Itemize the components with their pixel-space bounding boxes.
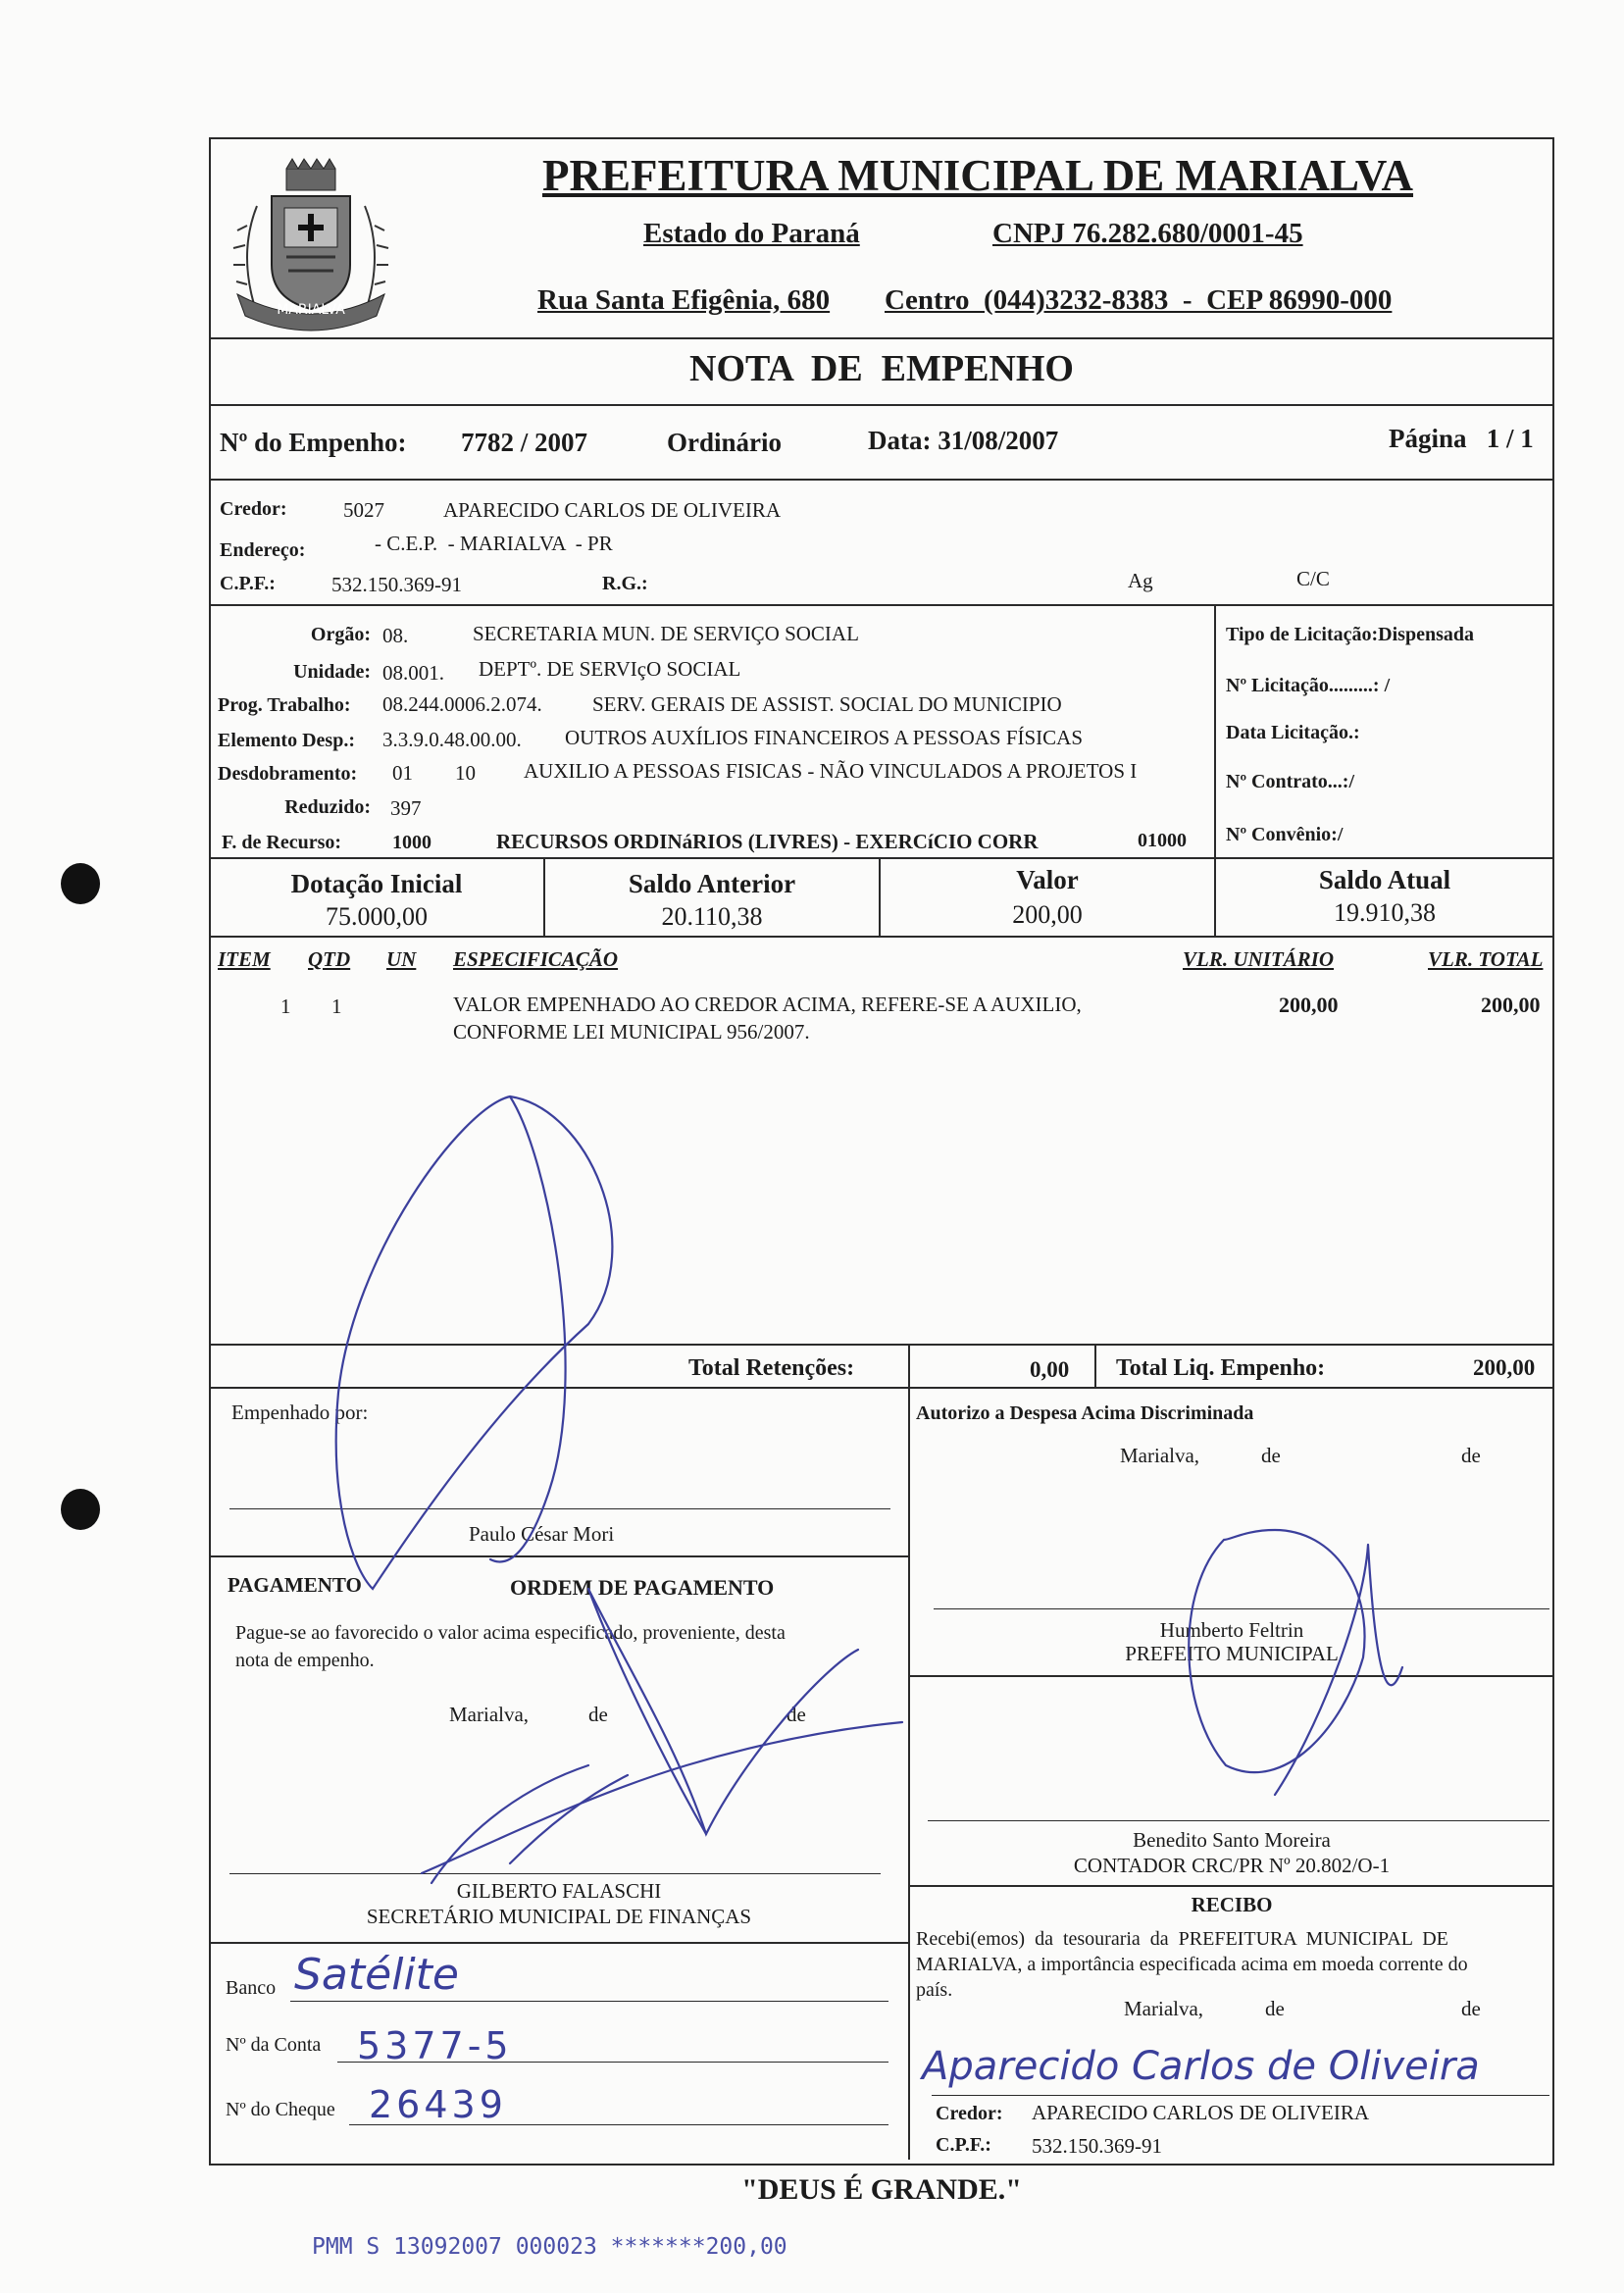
col-unit-value: VLR. UNITÁRIO bbox=[1183, 947, 1335, 971]
unidade-desc: DEPTº. DE SERVIçO SOCIAL bbox=[479, 657, 741, 681]
recibo-place: Marialva, bbox=[1124, 1997, 1204, 2020]
orgao-desc: SECRETARIA MUN. DE SERVIÇO SOCIAL bbox=[473, 622, 859, 645]
fonte-code2: 01000 bbox=[1138, 830, 1187, 851]
recibo-de2: de bbox=[1461, 1997, 1481, 2020]
pagamento-de2: de bbox=[787, 1703, 806, 1726]
autorizo-place: Marialva, bbox=[1120, 1444, 1200, 1467]
item-spec-line1: VALOR EMPENHADO AO CREDOR ACIMA, REFERE-SE A AUXILIO, bbox=[453, 993, 1082, 1016]
banco-value: Satélite bbox=[294, 1950, 459, 2000]
orgao-label: Orgão: bbox=[310, 624, 371, 645]
doc-title: NOTA DE EMPENHO bbox=[689, 348, 1074, 389]
numero-contrato: Nº Contrato...:/ bbox=[1226, 771, 1355, 792]
desd-code2: 10 bbox=[455, 761, 476, 785]
recibo-de1: de bbox=[1265, 1997, 1285, 2020]
item-number: 1 bbox=[280, 994, 291, 1018]
state-name: Estado do Paraná bbox=[643, 218, 860, 249]
saldo-anterior-label: Saldo Anterior bbox=[628, 869, 796, 898]
empenho-type: Ordinário bbox=[667, 428, 783, 457]
col-item: ITEM bbox=[218, 947, 271, 971]
unidade-code: 08.001. bbox=[382, 661, 444, 685]
recibo-cpf-value: 532.150.369-91 bbox=[1032, 2134, 1162, 2158]
pagamento-de1: de bbox=[588, 1703, 608, 1726]
saldo-atual-value: 19.910,38 bbox=[1334, 898, 1436, 927]
cnpj: CNPJ 76.282.680/0001-45 bbox=[992, 218, 1303, 249]
fonte-code: 1000 bbox=[392, 832, 431, 853]
district-phone-cep: Centro (044)3232-8383 - CEP 86990-000 bbox=[885, 284, 1393, 316]
empenhado-label: Empenhado por: bbox=[231, 1401, 369, 1424]
desd-code1: 01 bbox=[392, 761, 413, 785]
numero-convenio: Nº Convênio:/ bbox=[1226, 824, 1344, 845]
recibo-text-line3: país. bbox=[916, 1979, 953, 2001]
elem-desc: OUTROS AUXÍLIOS FINANCEIROS A PESSOAS FÍSICAS bbox=[565, 726, 1084, 749]
liquido-value: 200,00 bbox=[1473, 1355, 1536, 1380]
col-spec: ESPECIFICAÇÃO bbox=[453, 947, 619, 971]
dotacao-label: Dotação Inicial bbox=[290, 869, 463, 898]
dotacao-value: 75.000,00 bbox=[326, 902, 428, 931]
retencoes-value: 0,00 bbox=[1030, 1357, 1070, 1382]
endereco-label: Endereço: bbox=[220, 539, 306, 561]
credor-signature: Aparecido Carlos de Oliveira bbox=[922, 2044, 1480, 2089]
prog-label: Prog. Trabalho: bbox=[218, 694, 351, 716]
tipo-licitacao: Tipo de Licitação:Dispensada bbox=[1226, 624, 1474, 645]
page-number: Página 1 / 1 bbox=[1389, 424, 1534, 453]
recibo-credor-label: Credor: bbox=[936, 2103, 1003, 2124]
motto: "DEUS É GRANDE." bbox=[741, 2173, 1022, 2206]
empenho-label: Nº do Empenho: bbox=[220, 428, 407, 457]
cheque-label: Nº do Cheque bbox=[226, 2099, 335, 2120]
pagamento-text-line1: Pague-se ao favorecido o valor acima especificado, proveniente, desta bbox=[235, 1622, 786, 1644]
ordem-label: ORDEM DE PAGAMENTO bbox=[510, 1575, 775, 1600]
cheque-value: 26439 bbox=[369, 2083, 507, 2126]
credor-code: 5027 bbox=[343, 498, 384, 522]
prefeitura-title: PREFEITURA MUNICIPAL DE MARIALVA bbox=[542, 151, 1414, 200]
elem-code: 3.3.9.0.48.00.00. bbox=[382, 728, 522, 751]
liquido-label: Total Liq. Empenho: bbox=[1116, 1355, 1326, 1381]
reduzido-value: 397 bbox=[390, 796, 422, 820]
banco-label: Banco bbox=[226, 1977, 277, 1999]
unidade-label: Unidade: bbox=[293, 661, 371, 683]
item-qtd: 1 bbox=[331, 994, 342, 1018]
col-un: UN bbox=[386, 947, 417, 971]
valor-label: Valor bbox=[1016, 865, 1079, 894]
saldo-atual-label: Saldo Atual bbox=[1318, 865, 1451, 894]
contador-name: Benedito Santo Moreira bbox=[1133, 1828, 1331, 1852]
address: Rua Santa Efigênia, 680 bbox=[537, 284, 831, 316]
empenho-number: 7782 / 2007 bbox=[461, 428, 588, 457]
numero-licitacao: Nº Licitação.........: / bbox=[1226, 675, 1391, 696]
prefeito-name: Humberto Feltrin bbox=[1159, 1618, 1304, 1642]
orgao-code: 08. bbox=[382, 624, 409, 647]
elem-label: Elemento Desp.: bbox=[218, 730, 355, 751]
recibo-cpf-label: C.P.F.: bbox=[936, 2134, 991, 2156]
saldo-anterior-value: 20.110,38 bbox=[661, 902, 763, 931]
col-total-value: VLR. TOTAL bbox=[1428, 947, 1544, 971]
cpf-value: 532.150.369-91 bbox=[331, 573, 462, 596]
cc-label: C/C bbox=[1296, 567, 1330, 590]
item-total-value: 200,00 bbox=[1481, 993, 1541, 1017]
pagamento-place: Marialva, bbox=[449, 1703, 530, 1726]
contador-role: CONTADOR CRC/PR Nº 20.802/O-1 bbox=[1073, 1854, 1391, 1877]
ag-label: Ag bbox=[1128, 569, 1153, 592]
empenhado-name: Paulo César Mori bbox=[469, 1522, 615, 1546]
item-spec-line2: CONFORME LEI MUNICIPAL 956/2007. bbox=[453, 1020, 810, 1044]
empenho-date: Data: 31/08/2007 bbox=[868, 426, 1059, 455]
autorizo-de2: de bbox=[1461, 1444, 1481, 1467]
desd-label: Desdobramento: bbox=[218, 763, 358, 785]
data-licitacao: Data Licitação.: bbox=[1226, 722, 1360, 743]
prog-desc: SERV. GERAIS DE ASSIST. SOCIAL DO MUNICIPIO bbox=[592, 692, 1062, 716]
conta-label: Nº da Conta bbox=[226, 2034, 322, 2056]
prog-code: 08.244.0006.2.074. bbox=[382, 692, 542, 716]
recibo-text-line2: MARIALVA, a importância especificada acima em moeda corrente do bbox=[916, 1954, 1468, 1975]
item-unit-value: 200,00 bbox=[1279, 993, 1339, 1017]
conta-value: 5377-5 bbox=[357, 2024, 513, 2067]
credor-name: APARECIDO CARLOS DE OLIVEIRA bbox=[443, 498, 781, 522]
col-qtd: QTD bbox=[308, 947, 351, 971]
credor-label: Credor: bbox=[220, 498, 287, 520]
reduzido-label: Reduzido: bbox=[284, 796, 371, 818]
payment-stamp: PMM S 13092007 000023 *******200,00 bbox=[312, 2234, 787, 2260]
fonte-label: F. de Recurso: bbox=[222, 832, 342, 853]
pagamento-text-line2: nota de empenho. bbox=[235, 1650, 375, 1671]
valor-value: 200,00 bbox=[1012, 900, 1083, 929]
recibo-credor-name: APARECIDO CARLOS DE OLIVEIRA bbox=[1032, 2101, 1369, 2124]
endereco-value: - C.E.P. - MARIALVA - PR bbox=[375, 532, 613, 555]
secretario-name: GILBERTO FALASCHI bbox=[456, 1879, 662, 1903]
secretario-role: SECRETÁRIO MUNICIPAL DE FINANÇAS bbox=[366, 1905, 752, 1928]
rg-label: R.G.: bbox=[602, 573, 648, 594]
pagamento-label: PAGAMENTO bbox=[228, 1573, 362, 1597]
autorizo-de1: de bbox=[1261, 1444, 1281, 1467]
recibo-text-line1: Recebi(emos) da tesouraria da PREFEITURA MUNICIPAL DE bbox=[916, 1928, 1448, 1950]
cpf-label: C.P.F.: bbox=[220, 573, 276, 594]
retencoes-label: Total Retenções: bbox=[688, 1355, 855, 1381]
prefeito-role: PREFEITO MUNICIPAL bbox=[1125, 1642, 1339, 1665]
desd-desc: AUXILIO A PESSOAS FISICAS - NÃO VINCULADOS A PROJETOS I bbox=[524, 759, 1138, 783]
seal-text: MARIALVA bbox=[277, 302, 345, 318]
autorizo-label: Autorizo a Despesa Acima Discriminada bbox=[916, 1402, 1254, 1424]
recibo-title: RECIBO bbox=[1191, 1893, 1273, 1916]
fonte-desc: RECURSOS ORDINáRIOS (LIVRES) - EXERCíCIO CORR bbox=[496, 830, 1039, 853]
